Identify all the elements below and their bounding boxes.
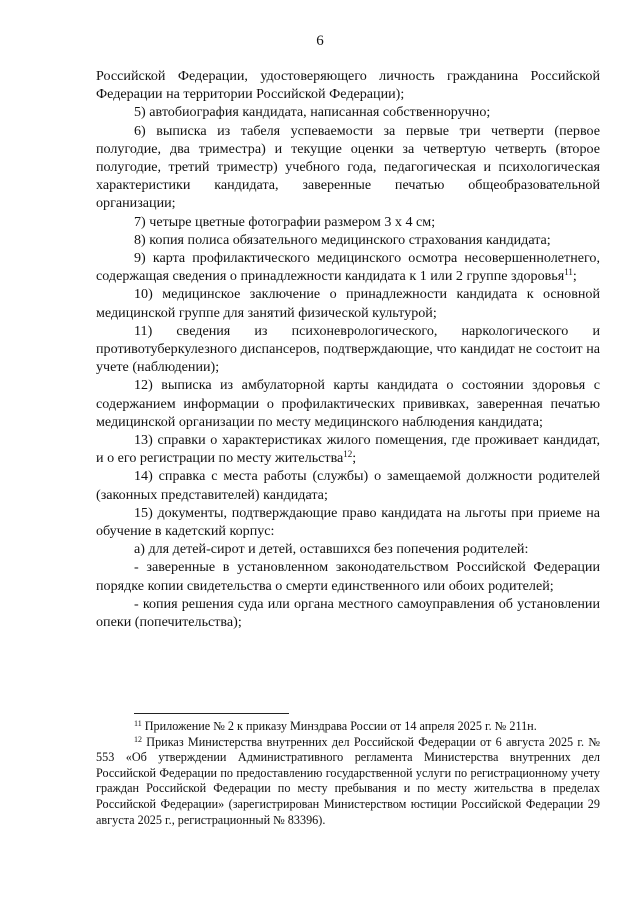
paragraph-item-5: 5) автобиография кандидата, написанная собственноручно; <box>134 104 491 121</box>
paragraph-item-7: 7) четыре цветные фотографии размером 3 х 4 см; <box>134 213 436 230</box>
paragraph-item-9-text: 9) карта профилактического медицинского осмотра несовершеннолетнего, содержащая сведения о принадлежности кандидата к 1 или 2 группе здоровья <box>96 250 600 285</box>
paragraph-item-9 <box>96 249 600 285</box>
paragraph-item-12: 12) выписка из амбулаторной карты кандидата о состоянии здоровья с содержанием информации о профилактических прививках, заверенная печатью медицинской организации по месту медицинского наблюдения кандидата; <box>96 377 600 430</box>
paragraph-item-14: 14) справка с места работы (службы) о замещаемой должности родителей (законных представителей) кандидата; <box>96 468 600 503</box>
paragraph-bullet-death-certificates: - заверенные в установленном законодательством Российской Федерации порядке копии свидетельства о смерти единственного или обоих родителей; <box>96 559 600 594</box>
document-body <box>96 67 600 631</box>
footnote-mark-12: 12 <box>134 734 142 744</box>
footnotes <box>96 719 600 828</box>
paragraph-item-13-tail: ; <box>352 450 357 467</box>
paragraph-item-11: 11) сведения из психоневрологического, наркологического и противотуберкулезного диспансеров, подтверждающие, что кандидат не состоит на учете (наблюдении); <box>96 322 600 376</box>
paragraph-bullet-court-decision: - копия решения суда или органа местного самоуправления об установлении опеки (попечительства); <box>96 595 600 631</box>
paragraph-item-8: 8) копия полиса обязательного медицинского страхования кандидата; <box>134 231 551 248</box>
footnote-ref-12: 12 <box>343 449 353 460</box>
footnote-ref-11: 11 <box>564 267 573 278</box>
footnote-mark-11: 11 <box>134 719 142 728</box>
paragraph-item-9-tail: ; <box>572 268 577 285</box>
footnote-11 <box>96 719 600 735</box>
paragraph-item-6: 6) выписка из табеля успеваемости за первые три четверти (первое полугодие, два триместра) и текущие оценки за четвертую четверть (второе полугодие, третий триместр) учебного года, педагогическая и психологическая характеристики кандидата, заверенные печатью общеобразовательной организации; <box>96 122 600 212</box>
paragraph-subitem-a: а) для детей-сирот и детей, оставшихся без попечения родителей: <box>134 541 529 558</box>
paragraph-item-13 <box>96 431 600 467</box>
footnote-separator <box>134 713 289 714</box>
paragraph-item-15: 15) документы, подтверждающие право кандидата на льготы при приеме на обучение в кадетский корпус: <box>96 504 600 540</box>
paragraph-item-10: 10) медицинское заключение о принадлежности кандидата к основной медицинской группе для занятий физической культурой; <box>96 286 600 321</box>
footnote-12 <box>96 735 600 829</box>
footnote-text-11: Приложение № 2 к приказу Минздрава России от 14 апреля 2025 г. № 211н. <box>141 719 537 733</box>
page-number: 6 <box>316 33 324 49</box>
paragraph-item-13-text: 13) справки о характеристиках жилого помещения, где проживает кандидат, и о его регистрации по месту жительства <box>96 432 600 467</box>
paragraph-continuation: Российской Федерации, удостоверяющего личность гражданина Российской Федерации на территории Российской Федерации); <box>96 68 600 103</box>
footnote-text-12: Приказ Министерства внутренних дел Российской Федерации от 6 августа 2025 г. № 553 «Об утверждении Административного регламента Министерства внутренних дел Российской Федерации по предоставлению государственной услуги по регистрационному учету граждан Российской Федерации по месту пребывания и по месту жительства в пределах Российской Федерации» (зарегистрирован Министерством юстиции Российской Федерации 29 августа 2025 г., регистрационный № 83396). <box>96 734 600 827</box>
